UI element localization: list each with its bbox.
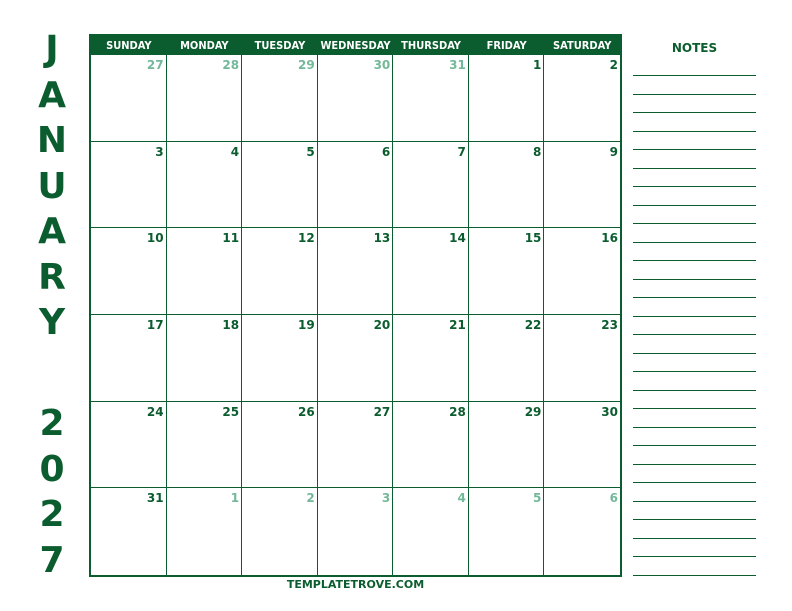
day-cell[interactable]: [393, 488, 469, 575]
day-cell[interactable]: [318, 142, 394, 229]
day-number: 22: [524, 318, 542, 332]
notes-line: [633, 205, 756, 206]
day-number: 10: [146, 231, 164, 246]
day-number: 28: [449, 404, 466, 419]
weekday-tuesday: TUESDAY: [254, 39, 306, 52]
day-number: 4: [457, 491, 466, 506]
day-cell[interactable]: [318, 488, 394, 575]
day-cell[interactable]: [469, 228, 545, 315]
day-cell[interactable]: [393, 402, 469, 489]
day-cell[interactable]: [544, 488, 620, 575]
notes-line: [633, 334, 756, 335]
notes-line: [633, 556, 756, 557]
day-cell[interactable]: [167, 315, 243, 402]
notes-line: [633, 390, 756, 391]
month-letter: A: [38, 211, 66, 252]
weekday-saturday: SATURDAY: [553, 39, 612, 52]
day-cell[interactable]: [544, 228, 620, 315]
day-number: 7: [457, 144, 466, 159]
weekday-header: [91, 36, 620, 55]
day-number: 21: [449, 318, 466, 332]
day-cell[interactable]: [318, 55, 394, 142]
day-cell[interactable]: [469, 55, 545, 142]
month-letter: Y: [38, 302, 66, 343]
day-number: 17: [146, 318, 164, 332]
footer-website: TEMPLATETROVE.COM: [286, 578, 425, 591]
day-number: 6: [381, 144, 391, 159]
weekday-sunday: SUNDAY: [106, 39, 152, 52]
notes-line: [633, 575, 756, 576]
day-cell[interactable]: [393, 228, 469, 315]
day-cell[interactable]: [167, 228, 243, 315]
day-number: 2: [609, 58, 618, 72]
notes-line: [633, 260, 756, 261]
notes-line: [633, 371, 756, 372]
day-number: 12: [298, 231, 315, 246]
notes-line: [633, 94, 756, 95]
day-number: 30: [601, 404, 618, 419]
day-cell[interactable]: [242, 228, 318, 315]
day-cell[interactable]: [469, 142, 545, 229]
day-cell[interactable]: [242, 402, 318, 489]
day-cell[interactable]: [91, 402, 167, 489]
notes-line: [633, 408, 756, 409]
day-number: 30: [373, 58, 391, 72]
day-number: 16: [601, 231, 618, 246]
day-cell[interactable]: [91, 55, 167, 142]
day-cell[interactable]: [544, 402, 620, 489]
notes-line: [633, 186, 756, 187]
day-number: 23: [601, 318, 618, 332]
notes-line: [633, 538, 756, 539]
day-cell[interactable]: [167, 55, 243, 142]
month-letter: N: [36, 120, 68, 161]
day-number: 11: [222, 231, 240, 246]
day-number: 4: [230, 144, 240, 159]
notes-line: [633, 519, 756, 520]
notes-line: [633, 501, 756, 502]
day-cell[interactable]: [318, 315, 394, 402]
weekday-friday: FRIDAY: [486, 39, 527, 52]
day-number: 24: [146, 404, 164, 419]
day-number: 13: [373, 231, 391, 246]
day-number: 31: [146, 491, 164, 506]
day-number: 27: [373, 404, 391, 419]
day-number: 1: [533, 58, 542, 72]
year-digit: 2: [39, 494, 65, 535]
day-number: 18: [222, 318, 240, 332]
year-digit: 7: [39, 539, 65, 581]
day-cell[interactable]: [544, 55, 620, 142]
day-cell[interactable]: [469, 315, 545, 402]
notes-line: [633, 482, 756, 483]
day-cell[interactable]: [318, 228, 394, 315]
day-number: 3: [381, 491, 391, 506]
notes-line: [633, 168, 756, 169]
month-year-title: [20, 28, 84, 588]
day-number: 6: [609, 491, 618, 506]
weekday-monday: MONDAY: [180, 39, 229, 52]
day-cell[interactable]: [544, 142, 620, 229]
day-number: 1: [230, 491, 240, 506]
day-cell[interactable]: [167, 142, 243, 229]
notes-line: [633, 149, 756, 150]
day-number: 25: [222, 404, 240, 419]
notes-line: [633, 223, 756, 224]
day-cell[interactable]: [91, 142, 167, 229]
notes-line: [633, 316, 756, 317]
day-cell[interactable]: [469, 488, 545, 575]
day-number: 5: [306, 144, 315, 159]
day-cell[interactable]: [242, 142, 318, 229]
weekday-thursday: THURSDAY: [401, 39, 461, 52]
day-number: 8: [533, 144, 542, 159]
day-number: 14: [449, 231, 466, 246]
day-number: 26: [298, 404, 315, 419]
weekday-wednesday: WEDNESDAY: [320, 39, 391, 52]
notes-title: NOTES: [671, 41, 718, 55]
month-letter: J: [45, 29, 59, 70]
day-cell[interactable]: [91, 228, 167, 315]
notes-line: [633, 464, 756, 465]
notes-line: [633, 353, 756, 354]
year-digit: 0: [39, 448, 65, 490]
notes-line: [633, 112, 756, 113]
day-number: 27: [146, 58, 164, 72]
notes-line: [633, 75, 756, 76]
day-number: 3: [155, 144, 164, 159]
notes-line: [633, 279, 756, 280]
day-number: 28: [222, 58, 240, 72]
notes-line: [633, 131, 756, 132]
day-number: 15: [524, 231, 542, 246]
day-cell[interactable]: [318, 402, 394, 489]
day-number: 9: [609, 144, 618, 159]
day-number: 29: [298, 58, 315, 72]
notes-line: [633, 297, 756, 298]
day-number: 2: [306, 491, 315, 506]
day-cell[interactable]: [393, 315, 469, 402]
day-number: 29: [524, 404, 542, 419]
month-letter: R: [38, 256, 66, 298]
calendar-grid: [89, 34, 622, 577]
day-cell[interactable]: [469, 402, 545, 489]
day-cell[interactable]: [242, 55, 318, 142]
month-letter: A: [38, 74, 66, 116]
day-cell[interactable]: [393, 55, 469, 142]
day-number: 20: [373, 318, 391, 332]
notes-line: [633, 242, 756, 243]
notes-line: [633, 445, 756, 446]
notes-line: [633, 427, 756, 428]
day-cell[interactable]: [544, 315, 620, 402]
day-cell[interactable]: [393, 142, 469, 229]
day-cell[interactable]: [91, 488, 167, 575]
day-cell[interactable]: [167, 402, 243, 489]
day-number: 31: [449, 58, 466, 72]
year-digit: 2: [39, 403, 65, 444]
month-letter: U: [37, 165, 67, 207]
day-cell[interactable]: [242, 488, 318, 575]
day-cell[interactable]: [91, 315, 167, 402]
day-number: 5: [533, 491, 542, 506]
day-cell[interactable]: [242, 315, 318, 402]
day-cell[interactable]: [167, 488, 243, 575]
day-number: 19: [298, 318, 315, 332]
